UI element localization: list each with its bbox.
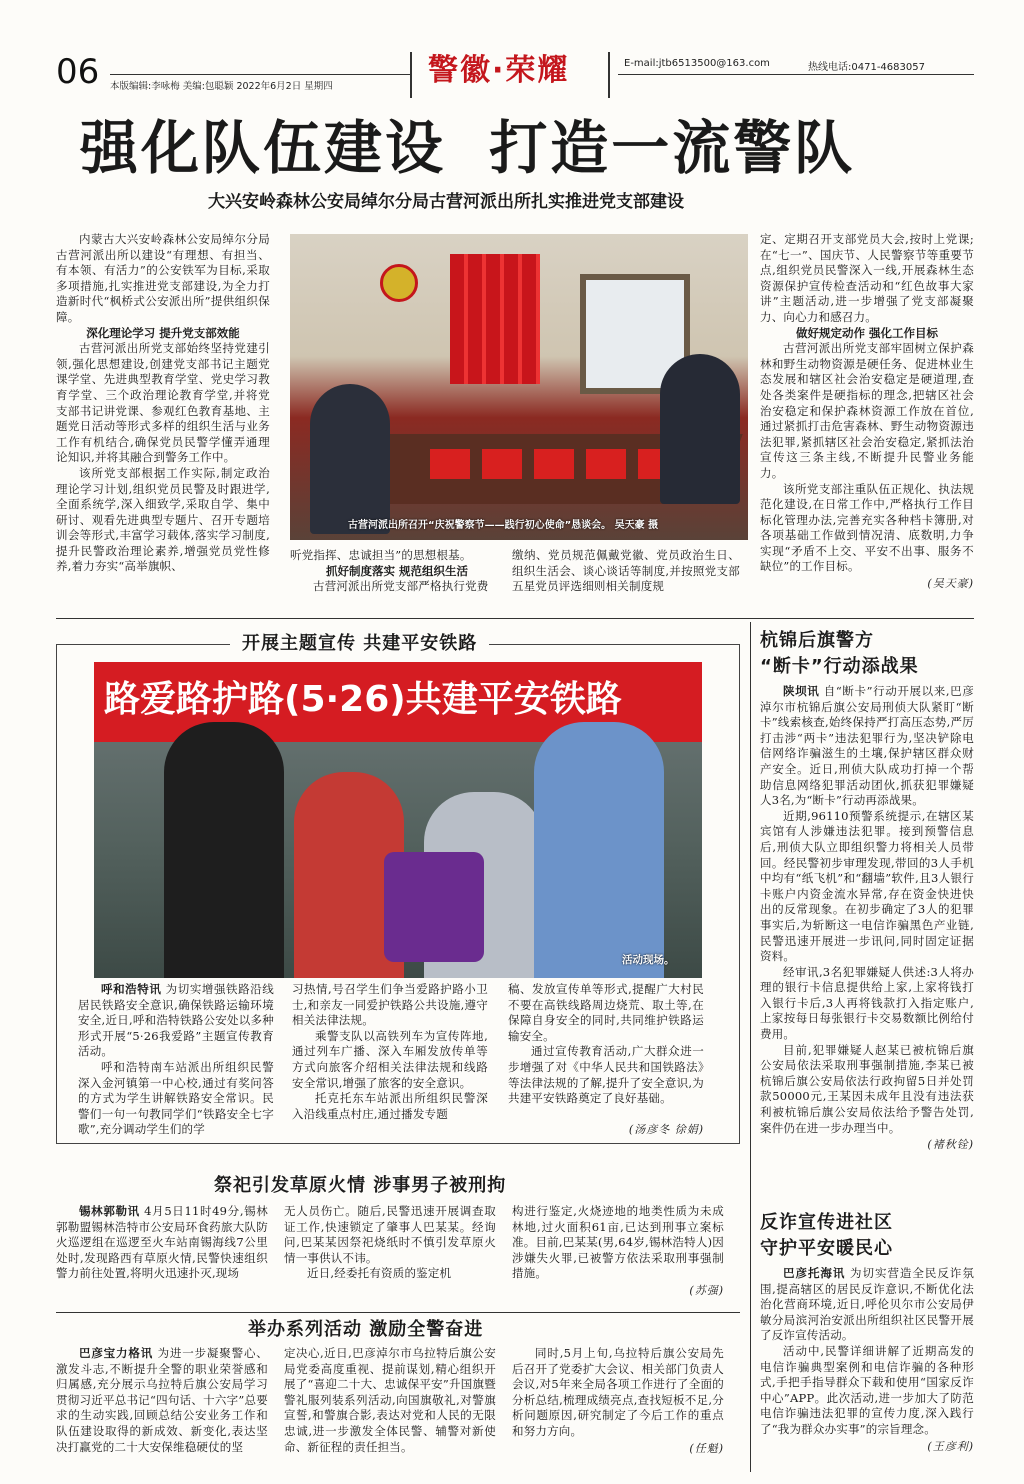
police-officer (534, 722, 664, 978)
paragraph: 定决心,近日,巴彦淖尔市乌拉特后旗公安局党委高度重视、提前谋划,精心组织开展了“喜迎二十大、忠诚保平安”升国旗暨警礼服列装系列活动,向国旗敬礼,对警旗宣誓,和警旗合影,表达对党和人民的无限忠诚,进一步激发全体民警、辅警对新使命、新征程的责任担当。 (284, 1346, 496, 1454)
paragraph: 古营河派出所党支部始终坚持党建引领,强化思想建设,创建党支部书记主题党课学堂、先进典型教育学堂、党史学习教育学堂、三个政治理论教育学堂,并将党支部书记讲党课、参观红色教育基地、主题党日活动等形式多样的组织生活与业务工作有机结合,确保党员民警学懂弄通理论知识,并将其融合到警务工作中。 (56, 341, 270, 465)
a3-col1 (56, 1204, 268, 1282)
a2-col1 (78, 982, 274, 1138)
paragraph-text: 自“断卡”行动开展以来,巴彦淖尔市杭锦后旗公安局刑侦大队紧盯“断卡”线索核查,始终保持严打高压态势,严厉打击涉“两卡”违法犯罪行为,坚决铲除电信网络诈骗滋生的土壤,保护辖区群众财产安全。近日,刑侦大队成功打掉一个帮助信息网络犯罪活动团伙,抓获犯罪嫌疑人3名,为“断卡”行动再添战果。 (760, 684, 974, 808)
divider (56, 1312, 740, 1313)
paragraph-text: 4月5日11时49分,锡林郭勒盟锡林浩特市公安局环食药旅大队防火巡逻组在巡逻至火车站南锡海线7公里处时,发现路西有草原火情,民警快速组织警力前往处置,将明火迅速扑灭,现场 (56, 1204, 269, 1281)
paragraph (78, 982, 274, 1060)
photo-caption: 活动现场。 (622, 954, 675, 966)
a1-col2 (290, 548, 504, 595)
dateline: 陕坝讯 (783, 684, 820, 698)
byline: (任魁) (689, 1441, 724, 1455)
hotline: 热线电话:0471-4683057 (808, 62, 925, 73)
a2-col2 (292, 982, 488, 1122)
party-emblem (380, 264, 418, 302)
subheading: 深化理论学习 提升党支部效能 (86, 325, 240, 340)
a4-col2 (284, 1346, 496, 1455)
subheading: 做好规定动作 强化工作目标 (795, 325, 938, 340)
duanka-title-line1: 杭锦后旗警方 (760, 630, 874, 651)
byline: (汤彦冬 徐娟) (628, 1122, 704, 1136)
paragraph: 缴纳、党员规范佩戴党徽、党员政治生日、组织生活会、谈心谈话等制度,并按照党支部五星党员评选细则相关制度规 (512, 548, 740, 594)
paragraph: 习热情,号召学生们争当爱路护路小卫士,和亲友一同爱护铁路公共设施,遵守相关法律法规。 (292, 982, 488, 1028)
a3-col3 (512, 1204, 724, 1298)
photo-caption: 古营河派出所召开“庆祝警察节——践行初心使命”恳谈会。 吴天豪 摄 (348, 520, 659, 531)
a1-col3 (512, 548, 740, 595)
paragraph: 经审讯,3名犯罪嫌疑人供述:3人将办理的银行卡信息提供给上家,上家将钱打入银行卡后,3人再将钱款打入指定账户,上家按每日每张银行卡交易数额比例给付费用。 (760, 964, 974, 1042)
paragraph (56, 1346, 268, 1455)
subheadline: 大兴安岭森林公安局绰尔分局古营河派出所扎实推进党支部建设 (208, 192, 684, 212)
paragraph: 无人员伤亡。随后,民警迅速开展调查取证工作,快速锁定了肇事人巴某某。经询问,巴某某因祭祀烧纸时不慎引发草原火情一事供认不讳。 (284, 1204, 496, 1265)
paragraph: 活动中,民警详细讲解了近期高发的电信诈骗典型案例和电信诈骗的各种形式,手把手指导群众下载和使用“国家反诈中心”APP。此次活动,进一步加大了防范电信诈骗违法犯罪的宣传力度,深入践行了“我为群众办实事”的宗旨理念。 (760, 1343, 974, 1436)
antifraud-title-line1: 反诈宣传进社区 (760, 1212, 893, 1233)
byline: (吴天豪) (927, 577, 974, 591)
antifraud-title-line2: 守护平安暖民心 (760, 1238, 893, 1259)
a5 (760, 628, 974, 1152)
paragraph: 该所党支部根据工作实际,制定政治理论学习计划,组织党员民警及时跟进学,全面系统学,深入细致学,采取自学、集中研讨、观看先进典型专题片、召开专题培训会等形式,丰富学习载体,落实学习制度,提升民警政治理论素养,增强党员党性修养,着力夯实“高举旗帜、 (56, 465, 270, 574)
byline: (褚秋铨) (927, 1138, 974, 1152)
page-header (0, 0, 1024, 110)
divider (56, 618, 974, 619)
person-right (660, 354, 740, 504)
fire-title: 祭祀引发草原火情 涉事男子被刑拘 (214, 1175, 507, 1196)
a3-col2 (284, 1204, 496, 1282)
subheading: 抓好制度落实 规范组织生活 (325, 563, 468, 578)
paragraph: 该所党支部注重队伍正规化、执法规范化建设,在日常工作中,严格执行工作目标化管理办法,完善充实各种档卡簿册,对各项基础工作做到情况清、底数明,力争实现“矛盾不上交、平安不出事、服务不缺位”的工作目标。 (760, 481, 974, 574)
a2-col3 (508, 982, 704, 1137)
paragraph: 内蒙古大兴安岭森林公安局绰尔分局古营河派出所以建设“有理想、有担当、有本领、有活力”的公安铁军为目标,采取多项措施,扎实推进党支部建设,为全力打造新时代“枫桥式公安派出所”提供组织保障。 (56, 232, 270, 324)
paragraph: 通过宣传教育活动,广大群众进一步增强了对《中华人民共和国铁路法》等法律法规的了解,提升了安全意识,为共建平安铁路奠定了良好基础。 (508, 1044, 704, 1106)
section-title: 警徽·荣耀 (428, 53, 570, 88)
red-flags (450, 254, 540, 384)
dateline: 巴彦宝力格讯 (79, 1346, 154, 1360)
paragraph-text: 为进一步凝聚警心、激发斗志,不断提升全警的职业荣誉感和归属感,充分展示乌拉特后旗公安局学习贯彻习近平总书记“四句话、十六字”总要求的生动实践,回顾总结公安业务工作和队伍建设取得的新成效、新变化,表达坚决打赢党的二十大安保维稳硬仗的坚 (56, 1346, 268, 1454)
paragraph (760, 1266, 974, 1344)
paragraph: 听党指挥、忠诚担当”的思想根基。 (290, 548, 472, 562)
a4-col3 (512, 1346, 724, 1456)
header-bracket-right (608, 52, 610, 98)
table-items (430, 449, 690, 479)
dateline: 呼和浩特讯 (101, 982, 162, 996)
a1-col4 (760, 232, 974, 591)
page-number: 06 (56, 52, 100, 92)
officer-black-shirt (164, 722, 284, 978)
column-divider (750, 622, 751, 1472)
paragraph (760, 684, 974, 809)
paragraph: 托克托东车站派出所组织民警深入沿线重点村庄,通过播发专题 (292, 1091, 488, 1121)
email[interactable]: E-mail:jtb6513500@163.com (624, 58, 770, 69)
purple-bag (384, 852, 484, 962)
paragraph: 呼和浩特南车站派出所组织民警深入金河镇第一中心校,通过有奖问答的方式为学生讲解铁路安全常识。民警们一句一句教同学们“铁路安全七字歌”,充分调动学生们的学 (78, 1059, 274, 1137)
paragraph-text: 为切实营造全民反诈氛围,提高辖区的居民反诈意识,不断优化法治化营商环境,近日,呼伦贝尔市公安局伊敏分局滨河治安派出所组织社区民警开展了反诈宣传活动。 (760, 1266, 975, 1343)
paragraph: 目前,犯罪嫌疑人赵某已被杭锦后旗公安局依法采取刑事强制措施,李某已被杭锦后旗公安局依法行政拘留5日并处罚款50000元,王某因未成年且没有违法获利被杭锦后旗公安局依法给予警告处罚,案件仍在进一步办理当中。 (760, 1042, 974, 1135)
railway-photo (94, 662, 702, 978)
header-rule (110, 74, 412, 75)
paragraph: 构进行鉴定,火烧迹地的地类性质为未成林地,过火面积61亩,已达到刑事立案标准。目前,巴某某(男,64岁,锡林浩特人)因涉嫌失火罪,已被警方依法采取刑事强制措施。 (512, 1204, 724, 1281)
a1-col1 (56, 232, 270, 575)
paragraph: 定、定期召开支部党员大会,按时上党课;在“七一”、国庆节、人民警察节等重要节点,组织党员民警深入一线,开展森林生态资源保护宣传检查活动和“红色故事大家讲”主题活动,进一步增强了党支部凝聚力、向心力和感召力。 (760, 232, 974, 324)
paragraph: 近期,96110预警系统提示,在辖区某宾馆有人涉嫌违法犯罪。接到预警信息后,刑侦大队立即组织警力将相关人员带回。经民警初步审理发现,带回的3人手机中均有“纸飞机”和“翻墙”软件,且3人银行卡账户内资金流水异常,存在资金快进快出的反常现象。在初步确定了3人的犯罪事实后,为斩断这一电信诈骗黑色产业链,民警迅速开展进一步讯问,同时固定证据资料。 (760, 808, 974, 964)
activities-title: 举办系列活动 激励全警奋进 (248, 1319, 484, 1340)
paragraph: 古营河派出所党支部严格执行党费 (313, 579, 489, 594)
meeting-photo (290, 234, 748, 540)
a4-col1 (56, 1346, 268, 1455)
duanka-title-line2: “断卡”行动添战果 (760, 656, 919, 677)
paragraph: 近日,经委托有资质的鉴定机 (307, 1266, 452, 1281)
header-rule-right (618, 74, 974, 75)
dateline: 巴彦托海讯 (783, 1266, 846, 1280)
paragraph-text: 为切实增强铁路沿线居民铁路安全意识,确保铁路运输环境安全,近日,呼和浩特铁路公安处以多种形式开展“5·26我爱路”主题宣传教育活动。 (78, 982, 274, 1059)
byline: (王彦利) (927, 1439, 974, 1453)
paragraph (56, 1204, 268, 1282)
headline: 强化队伍建设 打造一流警队 (80, 114, 856, 182)
dateline: 锡林郭勒讯 (79, 1204, 140, 1218)
header-bracket-left (410, 52, 412, 98)
paragraph: 古营河派出所党支部牢固树立保护森林和野生动物资源是硬任务、促进林业生态发展和辖区社会治安稳定是硬道理,查处各类案件是硬指标的理念,把辖区社会治安稳定和保护森林资源工作放在首位,通过紧抓打击危害森林、野生动物资源违法犯罪,紧抓辖区社会治安稳定,紧抓法治宣传这三条主线,不断提升民警业务能力。 (760, 341, 974, 480)
banner-text: 路爱路护路(5·26)共建平安铁路 (104, 679, 622, 720)
paragraph: 乘警支队以高铁列车为宣传阵地,通过列车广播、深入车厢发放传单等方式向旅客介绍相关法律法规和线路安全常识,增强了旅客的安全意识。 (292, 1028, 488, 1090)
person-left (310, 384, 390, 534)
paragraph: 同时,5月上旬,乌拉特后旗公安局先后召开了党委扩大会议、相关部门负责人会议,对5年来全局各项工作进行了全面的分析总结,梳理成绩亮点,查找短板不足,分析问题原因,研究制定了今后工作的重点和努力方向。 (512, 1346, 724, 1438)
a6 (760, 1210, 974, 1454)
editors-line: 本版编辑:李咏梅 美编:包聪颖 2022年6月2日 星期四 (110, 81, 333, 92)
paragraph: 稿、发放宣传单等形式,提醒广大村民不要在高铁线路周边烧荒、取土等,在保障自身安全的同时,共同维护铁路运输安全。 (508, 982, 704, 1043)
byline: (苏强) (689, 1283, 724, 1297)
railway-title: 开展主题宣传 共建平安铁路 (230, 630, 489, 658)
